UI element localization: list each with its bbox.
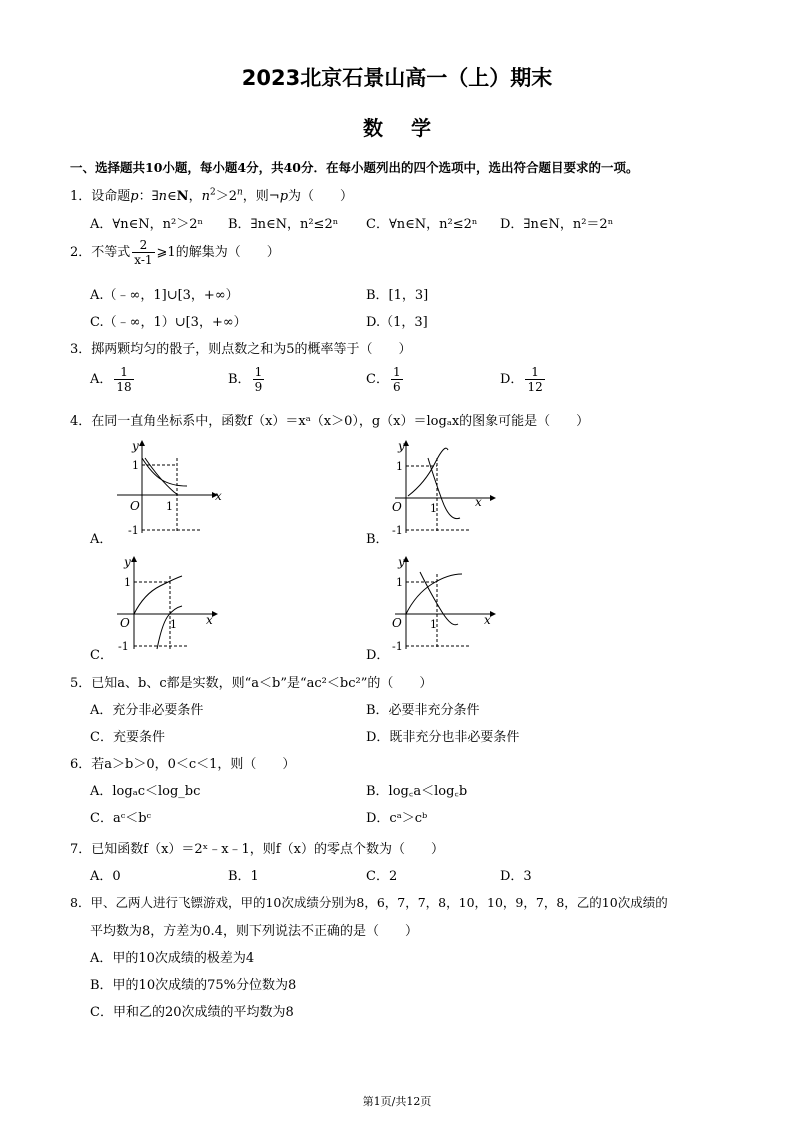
tick-x1: 1 bbox=[166, 500, 173, 513]
q7-option-b: B．1 bbox=[228, 869, 259, 884]
q4-option-d: D． bbox=[366, 648, 390, 663]
q7-option-d: D．3 bbox=[500, 869, 532, 884]
q7-option-a: A．0 bbox=[90, 869, 121, 884]
q5-option-b: B．必要非充分条件 bbox=[366, 703, 480, 718]
q6-option-d: D．cᵃ＞cᵇ bbox=[366, 811, 428, 826]
page-footer: 第1页/共12页 bbox=[362, 1095, 432, 1108]
tick-1: 1 bbox=[396, 460, 403, 473]
q7-option-c: C．2 bbox=[366, 869, 398, 884]
q1-option-a: A．∀n∈N，n²＞2ⁿ bbox=[90, 217, 204, 232]
q5-option-c: C．充要条件 bbox=[90, 730, 165, 745]
question-2: 2．不等式 $\frac{2}{x-1}$ ⩾1的解集为（ ） bbox=[70, 238, 280, 267]
question-6: 6．若a＞b＞0，0＜c＜1，则（ ） bbox=[70, 757, 296, 772]
question-1: 1．设命题p：∃n∈N，$n^2>2^n$，则¬p为（ ） bbox=[70, 187, 354, 204]
axis-y-label: y bbox=[398, 439, 405, 453]
q8-option-c: C．甲和乙的20次成绩的平均数为8 bbox=[90, 1005, 294, 1020]
q8-option-a: A．甲的10次成绩的极差为4 bbox=[90, 951, 255, 966]
q1-option-d: D．∃n∈N，n²＝2ⁿ bbox=[500, 217, 614, 232]
q6-option-b: B．log꜀a＜log꜀b bbox=[366, 784, 468, 799]
section-heading: 一、选择题共10小题，每小题4分，共40分．在每小题列出的四个选项中，选出符合题目要求的一项。 bbox=[70, 160, 639, 175]
q5-option-a: A．充分非必要条件 bbox=[90, 703, 204, 718]
q3-option-b: B． $\frac{1}{9}$ bbox=[228, 365, 263, 394]
tick-neg1: -1 bbox=[392, 640, 403, 653]
graph-b bbox=[390, 438, 500, 538]
tick-1: 1 bbox=[124, 576, 131, 589]
tick-neg1: -1 bbox=[118, 640, 129, 653]
tick-1: 1 bbox=[396, 576, 403, 589]
tick-x1: 1 bbox=[430, 502, 437, 515]
question-4: 4．在同一直角坐标系中，函数f（x）＝xᵃ（x＞0），g（x）＝logₐx的图象可能是（ ） bbox=[70, 414, 590, 429]
q6-option-a: A．logₐc＜log_bc bbox=[90, 784, 201, 799]
q1-option-b: B．∃n∈N，n²≤2ⁿ bbox=[228, 217, 339, 232]
q2-fraction: $\frac{2}{x-1}$ bbox=[134, 238, 153, 267]
q2-option-d: D.（1，3] bbox=[366, 315, 428, 330]
q2-option-c: C.（﹣∞，1）∪[3，+∞） bbox=[90, 315, 247, 330]
tick-1: 1 bbox=[132, 459, 139, 472]
axis-y-label: y bbox=[398, 555, 405, 569]
axis-x-label: x bbox=[206, 613, 213, 627]
origin-label: O bbox=[120, 616, 130, 630]
question-7: 7．已知函数f（x）＝2ˣ﹣x﹣1，则f（x）的零点个数为（ ） bbox=[70, 842, 444, 857]
q6-option-c: C．aᶜ＜bᶜ bbox=[90, 811, 152, 826]
q4-option-c: C． bbox=[90, 648, 113, 663]
axis-x-label: x bbox=[484, 613, 491, 627]
origin-label: O bbox=[130, 499, 140, 513]
q1-option-c: C．∀n∈N，n²≤2ⁿ bbox=[366, 217, 478, 232]
page-title: 2023北京石景山高一（上）期末 bbox=[241, 66, 553, 90]
question-8-line-1: 8．甲、乙两人进行飞镖游戏，甲的10次成绩分别为8，6，7，7，8，10，10，9，7，8，乙的10次成绩的 bbox=[70, 895, 668, 910]
q2-option-b: B．[1，3] bbox=[366, 288, 429, 303]
tick-neg1: -1 bbox=[392, 524, 403, 537]
origin-label: O bbox=[392, 616, 402, 630]
q8-option-b: B．甲的10次成绩的75%分位数为8 bbox=[90, 978, 297, 993]
question-8-line-2: 平均数为8，方差为0.4，则下列说法不正确的是（ ） bbox=[90, 924, 418, 939]
origin-label: O bbox=[392, 500, 402, 514]
q4-option-a: A． bbox=[90, 532, 113, 547]
q2-option-a: A.（﹣∞，1]∪[3，+∞） bbox=[90, 288, 239, 303]
q5-option-d: D．既非充分也非必要条件 bbox=[366, 730, 520, 745]
graph-d bbox=[390, 554, 500, 654]
q4-option-b: B． bbox=[366, 532, 389, 547]
tick-x1: 1 bbox=[170, 618, 177, 631]
subject-title: 数学 bbox=[363, 116, 459, 140]
tick-x1: 1 bbox=[430, 618, 437, 631]
axis-x-label: x bbox=[475, 495, 482, 509]
tick-neg1: -1 bbox=[128, 524, 139, 537]
question-5: 5．已知a、b、c都是实数，则“a＜b”是“ac²＜bc²”的（ ） bbox=[70, 676, 433, 691]
q3-option-d: D． $\frac{1}{12}$ bbox=[500, 365, 543, 394]
q3-option-a: A． $\frac{1}{18}$ bbox=[90, 365, 132, 394]
axis-y-label: y bbox=[124, 555, 131, 569]
question-3: 3．掷两颗均匀的骰子，则点数之和为5的概率等于（ ） bbox=[70, 342, 412, 357]
axis-y-label: y bbox=[132, 439, 139, 453]
graph-c bbox=[112, 554, 222, 654]
graph-a bbox=[112, 438, 222, 538]
q3-option-c: C． $\frac{1}{6}$ bbox=[366, 365, 401, 394]
axis-x-label: x bbox=[215, 489, 222, 503]
